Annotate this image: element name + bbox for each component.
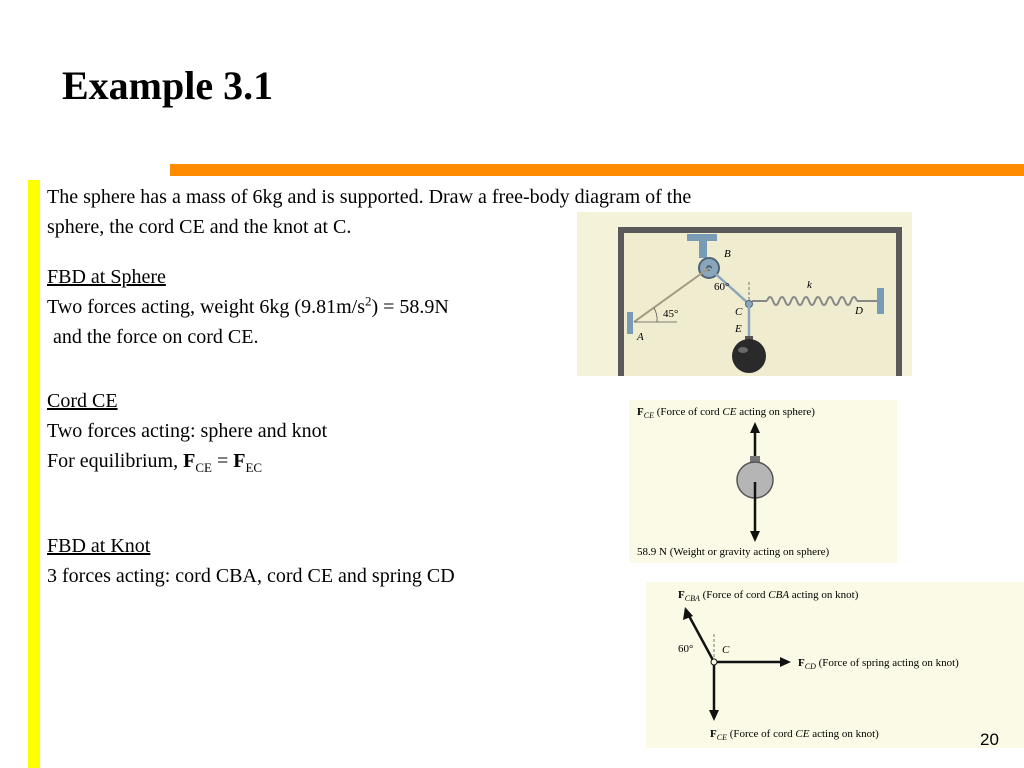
- cord-ce-equilibrium: For equilibrium, $F_{CE} = F_{EC}$: [47, 450, 263, 475]
- fbd-sphere-line-1: Two forces acting, weight 6kg $(9.81m/s^2) = 58.9N$: [47, 293, 449, 318]
- label-e: E: [735, 323, 742, 335]
- sphere-fbd-bottom-label: 58.9 N (Weight or gravity acting on sphere): [637, 546, 830, 558]
- intro-line-1: The sphere has a mass of 6kg and is supported. Draw a free-body diagram of the: [47, 186, 692, 208]
- knot-label-c: C: [722, 644, 730, 656]
- sphere-fbd-top-label: $F_{CE}$ (Force of cord CE acting on sphere): [637, 406, 815, 420]
- knot-fbd-ce-label: $F_{CE}$ (Force of cord CE acting on knot): [710, 728, 879, 742]
- page-number: 20: [980, 730, 999, 749]
- label-d: D: [855, 305, 863, 317]
- label-60: 60°: [714, 281, 730, 293]
- setup-figure: [577, 212, 912, 376]
- knot-fbd-figure: [646, 582, 1024, 748]
- knot-angle-label: 60°: [678, 643, 694, 655]
- label-a: A: [637, 331, 644, 343]
- left-accent-bar: [28, 180, 40, 768]
- slide-title: Example 3.1: [62, 63, 274, 108]
- cord-ce-line-1: Two forces acting: sphere and knot: [47, 420, 328, 442]
- fbd-sphere-line-2: and the force on cord CE.: [53, 326, 259, 348]
- sphere-fbd-figure: [629, 400, 897, 563]
- cord-ce-heading: Cord CE: [47, 390, 118, 412]
- knot-fbd-cba-label: $F_{CBA}$ (Force of cord CBA acting on knot): [678, 589, 859, 603]
- label-k: k: [807, 279, 812, 291]
- label-b: B: [724, 248, 731, 260]
- title-underline-bar: [170, 164, 1024, 176]
- label-45: 45°: [663, 308, 679, 320]
- intro-line-2: sphere, the cord CE and the knot at C.: [47, 216, 352, 238]
- fbd-knot-line-1: 3 forces acting: cord CBA, cord CE and spring CD: [47, 565, 455, 587]
- label-c: C: [735, 306, 743, 318]
- knot-fbd-cd-label: $F_{CD}$ (Force of spring acting on knot): [798, 657, 959, 671]
- fbd-sphere-heading: FBD at Sphere: [47, 266, 166, 288]
- fbd-knot-heading: FBD at Knot: [47, 535, 151, 557]
